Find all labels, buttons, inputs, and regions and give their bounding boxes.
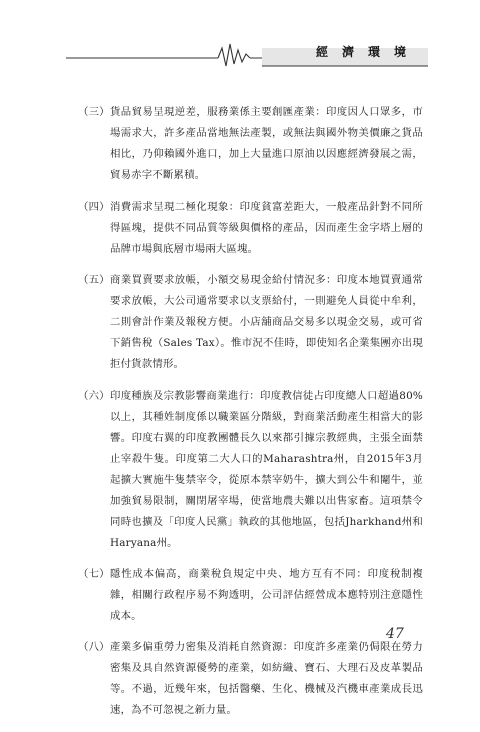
item-number: （七） <box>78 567 110 580</box>
item-number: （八） <box>78 641 110 654</box>
item-number: （五） <box>78 274 110 287</box>
item-text: 隱性成本偏高，商業稅負規定中央、地方互有不同：印度稅制複雜，相關行政程序易不夠透明，公司評估經營成本應特別注意隱性成本。 <box>110 567 423 622</box>
item-text: 印度種族及宗教影響商業進行：印度教信徒占印度總人口超過80%以上，其種姓制度係以職業區分階級，對商業活動產生相當大的影響。印度右翼的印度教團體長久以來都引據宗教經典，主張全面禁止宰殺牛隻。印度第二大人口的Maharashtra州，自2015年3月起擴大實施牛隻禁宰令，從原本禁宰奶牛，擴大到公牛和閹牛，並加強貿易限制，關閉屠宰場，使當地農夫難以出售家畜。這項禁令同時也擴及「印度人民黨」執政的其他地區，包括Jharkhand州和Haryana州。 <box>110 389 423 549</box>
item-text: 消費需求呈現二極化現象：印度貧富差距大，一般產品針對不同所得區塊，提供不同品質等級與價格的產品，因而產生金字塔上層的品牌市場與底層市場兩大區塊。 <box>110 200 423 255</box>
item-number: （三） <box>78 106 110 119</box>
section-title: 經濟環境 <box>316 45 421 59</box>
list-item <box>78 270 423 375</box>
item-text: 商業買賣要求放帳，小額交易現金給付情況多：印度本地買賣通常要求放帳，大公司通常要求以支票給付，一則避免人員從中牟利，二則會計作業及報稅方便。小店舖商品交易多以現金交易，或可省下銷售稅（Sales Tax）。惟市況不佳時，即使知名企業集團亦出現拒付貨款情形。 <box>110 274 423 371</box>
page-header <box>0 0 480 70</box>
item-text: 產業多偏重勞力密集及消耗自然資源：印度許多產業仍侷限在勞力密集及具自然資源優勢的產業，如紡織、寶石、大理石及皮革製品等。不過，近幾年來，包括醫藥、生化、機械及汽機車產業成長迅速，為不可忽視之新力量。 <box>110 641 423 717</box>
list-item <box>78 564 423 627</box>
list-item <box>78 386 423 554</box>
item-number: （六） <box>78 389 110 402</box>
list-item <box>78 637 423 721</box>
list-item <box>78 102 423 186</box>
page-number: 47 <box>386 626 404 642</box>
item-number: （四） <box>78 200 110 213</box>
list-item <box>78 197 423 260</box>
item-text: 貨品貿易呈現逆差，服務業係主要創匯產業：印度因人口眾多，市場需求大，許多產品當地無法產製，或無法與國外物美價廉之貨品相比，乃仰賴國外進口，加上大量進口原油以因應經濟發展之需，貿易赤字不斷累積。 <box>110 106 423 182</box>
item-list <box>78 92 423 732</box>
